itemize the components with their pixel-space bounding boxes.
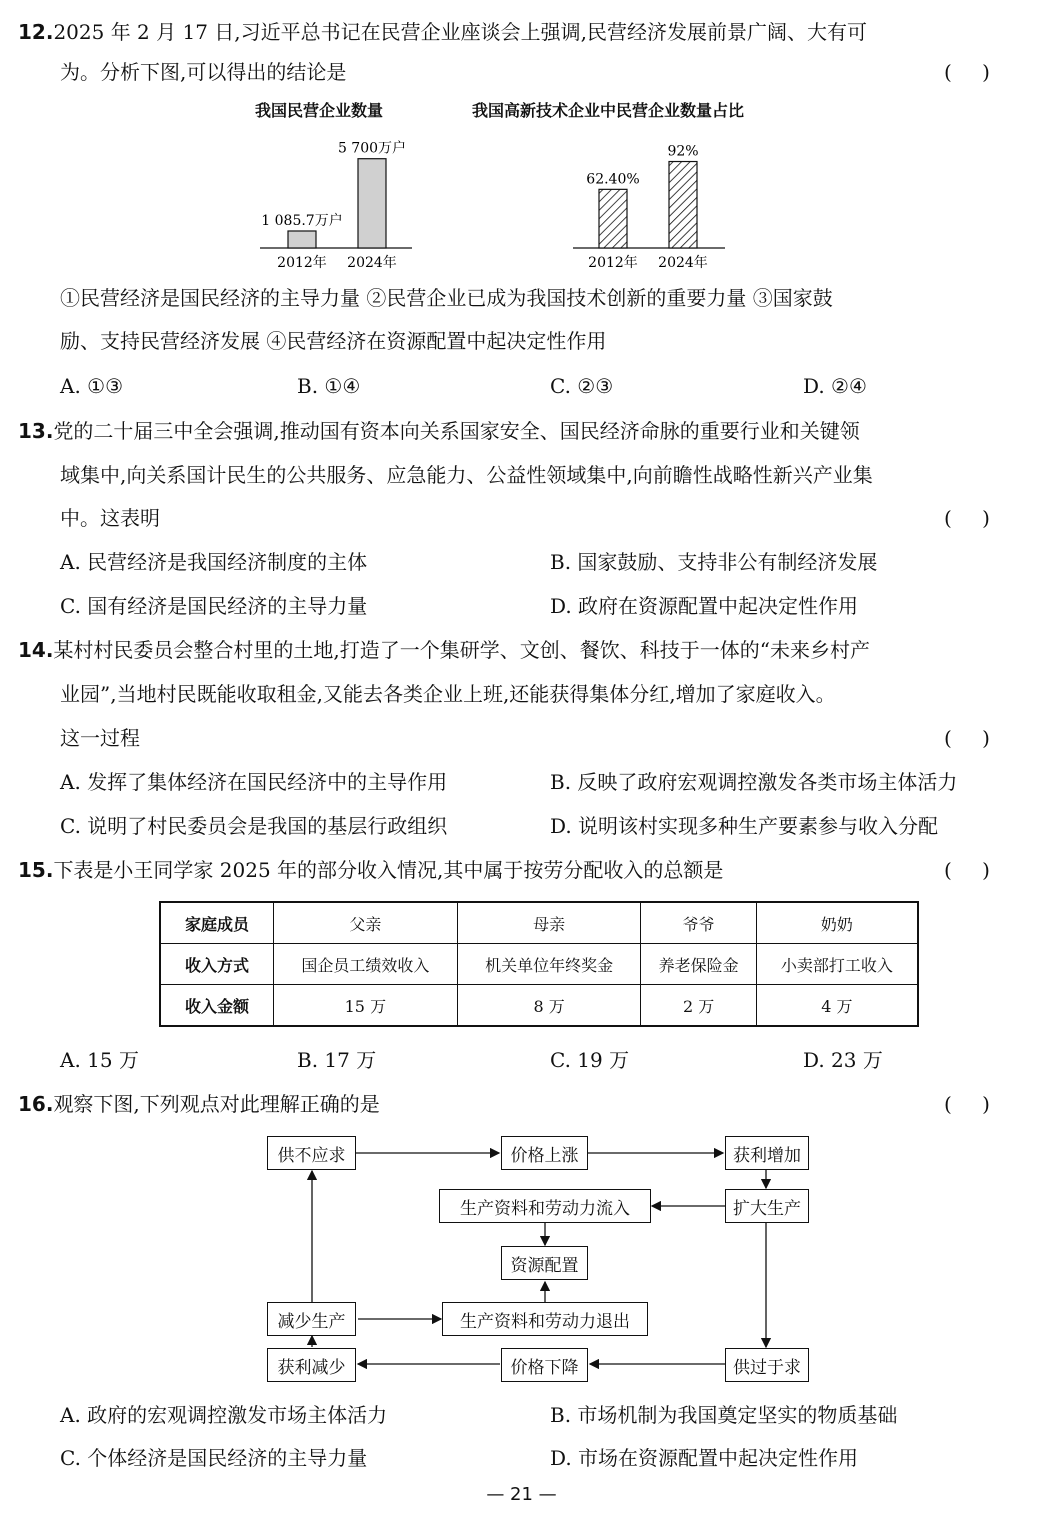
flow-node-outflow: 生产资料和劳动力退出 [442, 1302, 648, 1336]
chart1-data-label: 5 700万户 [337, 140, 407, 157]
q12-option-c: C. ②③ [550, 374, 614, 398]
flow-node-inflow: 生产资料和劳动力流入 [439, 1189, 651, 1223]
chart2-data-label: 62.40% [586, 171, 640, 188]
q12-stem-line1: 2025 年 2 月 17 日,习近平总书记在民营企业座谈会上强调,民营经济发展前景广阔、大有可 [53, 20, 868, 44]
q12-option-a: A. ①③ [60, 374, 124, 398]
chart2-title: 我国高新技术企业中民营企业数量占比 [472, 101, 745, 120]
chart1-tick-label: 2012年 [277, 255, 327, 271]
flow-node-profit-up: 获利增加 [725, 1136, 809, 1170]
table-row [160, 902, 918, 944]
chart1-title: 我国民营企业数量 [255, 101, 384, 120]
q16-stem-line1: 观察下图,下列观点对此理解正确的是 [53, 1092, 380, 1116]
q12-option-b: B. ①④ [297, 374, 361, 398]
q13-option-d: D. 政府在资源配置中起决定性作用 [550, 594, 859, 618]
table-cell: 4 万 [756, 985, 918, 1027]
q13-option-c: C. 国有经济是国民经济的主导力量 [60, 594, 368, 618]
flow-node-reduce: 减少生产 [267, 1302, 356, 1336]
table-cell: 2 万 [641, 985, 756, 1027]
q12-statements-line2: 励、支持民营经济发展 ④民营经济在资源配置中起决定性作用 [60, 329, 607, 353]
q14-option-b: B. 反映了政府宏观调控激发各类市场主体活力 [550, 770, 958, 794]
q16-option-d: D. 市场在资源配置中起决定性作用 [550, 1446, 859, 1470]
q13-answer-paren: ( ) [944, 506, 1002, 530]
q12-statements-line1: ①民营经济是国民经济的主导力量 ②民营企业已成为我国技术创新的重要力量 ③国家鼓 [60, 286, 833, 310]
q16-option-b: B. 市场机制为我国奠定坚实的物质基础 [550, 1403, 898, 1427]
chart1-bar [288, 231, 316, 248]
table-cell: 爷爷 [641, 902, 756, 944]
q16-line1 [18, 1092, 380, 1116]
table-row-header: 收入金额 [160, 985, 274, 1027]
q16-option-a: A. 政府的宏观调控激发市场主体活力 [60, 1403, 388, 1427]
q14-option-a: A. 发挥了集体经济在国民经济中的主导作用 [60, 770, 448, 794]
table-cell: 奶奶 [756, 902, 918, 944]
table-row [160, 944, 918, 985]
q13-stem-line1: 党的二十届三中全会强调,推动国有资本向关系国家安全、国民经济命脉的重要行业和关键领 [53, 419, 860, 443]
q12-number: 12. [18, 20, 54, 44]
table-cell: 父亲 [274, 902, 458, 944]
chart1-tick-label: 2024年 [347, 255, 397, 271]
q13-number: 13. [18, 419, 54, 443]
q14-stem-line2: 业园”,当地村民既能收取租金,又能去各类企业上班,还能获得集体分红,增加了家庭收入。 [60, 682, 836, 706]
q14-number: 14. [18, 638, 54, 662]
q12-line1 [18, 20, 867, 44]
q14-stem-line3: 这一过程 [60, 726, 140, 750]
flow-node-price-down: 价格下降 [501, 1348, 588, 1382]
q14-option-c: C. 说明了村民委员会是我国的基层行政组织 [60, 814, 448, 838]
table-row-header: 家庭成员 [160, 902, 274, 944]
table-cell: 养老保险金 [641, 944, 756, 985]
flow-node-shortage: 供不应求 [267, 1136, 356, 1170]
q15-number: 15. [18, 858, 54, 882]
q14-line1 [18, 638, 870, 662]
q13-stem-line2: 域集中,向关系国计民生的公共服务、应急能力、公益性领域集中,向前瞻性战略性新兴产业集 [60, 463, 873, 487]
q16-option-c: C. 个体经济是国民经济的主导力量 [60, 1446, 368, 1470]
table-cell: 机关单位年终奖金 [457, 944, 641, 985]
q13-option-b: B. 国家鼓励、支持非公有制经济发展 [550, 550, 878, 574]
q13-line1 [18, 419, 860, 443]
q15-option-c: C. 19 万 [550, 1048, 630, 1072]
q16-number: 16. [18, 1092, 54, 1116]
q13-stem-line3: 中。这表明 [60, 506, 160, 530]
chart2-bar [669, 162, 697, 248]
chart2-data-label: 92% [667, 143, 699, 160]
flow-node-expand: 扩大生产 [725, 1189, 809, 1223]
q15-option-d: D. 23 万 [803, 1048, 883, 1072]
q15-line1 [18, 858, 723, 882]
chart1-data-label: 1 085.7万户 [261, 212, 343, 229]
table-cell: 小卖部打工收入 [756, 944, 918, 985]
q16-answer-paren: ( ) [944, 1092, 1002, 1116]
q15-stem-line1: 下表是小王同学家 2025 年的部分收入情况,其中属于按劳分配收入的总额是 [53, 858, 724, 882]
chart2-tick-label: 2012年 [588, 255, 638, 271]
table-cell: 15 万 [274, 985, 458, 1027]
q13-option-a: A. 民营经济是我国经济制度的主体 [60, 550, 368, 574]
chart2-svg [565, 125, 755, 275]
q15-option-a: A. 15 万 [60, 1048, 139, 1072]
q15-option-b: B. 17 万 [297, 1048, 377, 1072]
q12-option-d: D. ②④ [803, 374, 867, 398]
q14-option-d: D. 说明该村实现多种生产要素参与收入分配 [550, 814, 939, 838]
page-number: — 21 — [486, 1484, 557, 1505]
income-table [159, 901, 919, 1027]
flow-node-allocation: 资源配置 [501, 1246, 588, 1280]
chart2-tick-label: 2024年 [658, 255, 708, 271]
flow-node-price-up: 价格上涨 [501, 1136, 588, 1170]
table-cell: 8 万 [457, 985, 641, 1027]
q12-stem-line2: 为。分析下图,可以得出的结论是 [60, 60, 347, 84]
table-cell: 国企员工绩效收入 [274, 944, 458, 985]
flow-node-profit-down: 获利减少 [267, 1348, 356, 1382]
table-row [160, 985, 918, 1027]
q12-answer-paren: ( ) [944, 60, 1002, 84]
q14-stem-line1: 某村村民委员会整合村里的土地,打造了一个集研学、文创、餐饮、科技于一体的“未来乡村产 [53, 638, 871, 662]
chart1-svg [250, 125, 430, 275]
flow-node-surplus: 供过于求 [725, 1348, 809, 1382]
table-cell: 母亲 [457, 902, 641, 944]
q15-answer-paren: ( ) [944, 858, 1002, 882]
table-row-header: 收入方式 [160, 944, 274, 985]
chart2-bar [599, 189, 627, 248]
chart1-bar [358, 159, 386, 248]
q14-answer-paren: ( ) [944, 726, 1002, 750]
